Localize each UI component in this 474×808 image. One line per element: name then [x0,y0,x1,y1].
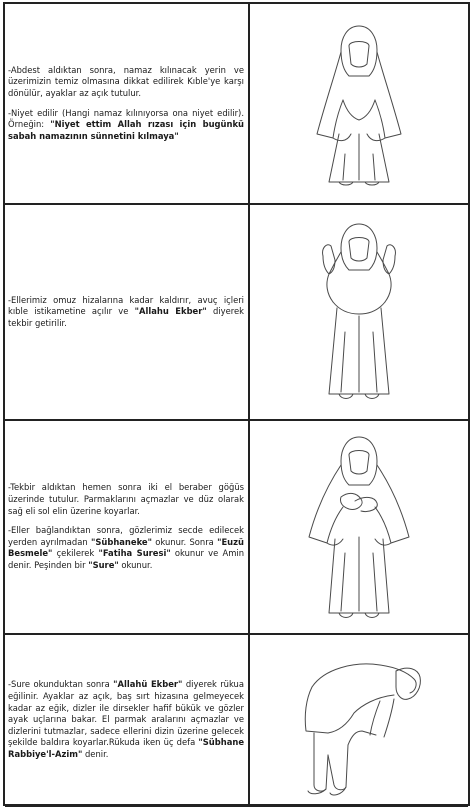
text-run: denir. [82,748,109,759]
step-1-figure [250,4,468,205]
step-1-text [5,4,250,205]
text-run: okunur ve Amin denir. Peşinden bir [8,548,245,570]
step-4-paragraph [8,679,244,760]
step-1-paragraph [8,65,244,100]
text-run: okunur. Sonra [151,536,218,547]
text-run: -Tekbir aldıktan hemen sonra iki el beraber göğüs üzerinde tutulur. Parmaklarını açmazlar ve düz olarak sağ eli sol elin üzerine koyarlar. [8,482,244,516]
prayer-steps-table [3,2,470,806]
step-4-text [5,635,250,807]
bold-phrase: "Euzü Besmele" [8,536,244,559]
step-2-paragraph [8,295,244,330]
step-3-figure [250,421,468,635]
step-2-figure [250,205,468,421]
bold-phrase: "Allahü Ekber" [113,679,183,690]
text-run: -Abdest aldıktan sonra, namaz kılınacak yerin ve üzerimizin temiz olmasına dikkat edilirek Kıble'ye karşı dönülür, ayaklar az açık tutulur. [8,64,244,98]
text-run: diyerek rükua eğilinir. Ayaklar az açık, baş sırt hizasına gelmeyecek kadar az eğik, dizler ile dirsekler hafif bükük ve gözler ayak uçlarına bakar. El parmak aralarını açmazlar ve dizlerini tutmazlar, sadece ellerini dizin üzerine gelecek şekilde baldıra koyarlar.Rükuda iken üç defa [8,679,245,748]
step-4-figure [250,635,468,807]
text-run: okunur. [118,559,153,570]
bold-phrase: "Sure" [88,559,119,570]
woman-bowing-ruku-illustration [284,635,434,805]
step-3-text [5,421,250,635]
bold-phrase: "Allahu Ekber" [134,306,207,317]
text-run: -Ellerimiz omuz hizalarına kadar kaldırır, avuç içleri kıble istikametine açılır ve [8,294,244,317]
bold-phrase: "Niyet ettim Allah rızası için bugünkü sabah namazının sünnetini kılmaya" [8,119,244,141]
step-2-text [5,205,250,421]
bold-phrase: "Fatiha Suresi" [98,548,171,559]
text-run: -Niyet edilir (Hangi namaz kılınıyorsa ona niyet edilir). Örneğin: [8,107,244,130]
text-run: çekilerek [52,548,99,559]
step-3-paragraph [8,482,244,517]
text-run: diyerek tekbir getirilir. [8,306,244,328]
woman-hands-on-chest-kiyam-illustration [299,427,419,627]
text-run: -Sure okunduktan sonra [8,679,114,690]
step-3-paragraph [8,525,244,571]
woman-standing-niyet-illustration [299,14,419,194]
step-1-paragraph [8,108,244,143]
text-run: -Eller bağlandıktan sonra, gözlerimiz secde edilecek yerden ayrılmadan [8,525,244,547]
bold-phrase: "Sübhane Rabbiye'l-Azim" [8,737,244,759]
woman-hands-raised-tekbir-illustration [299,212,419,412]
bold-phrase: "Sübhaneke" [90,536,152,547]
